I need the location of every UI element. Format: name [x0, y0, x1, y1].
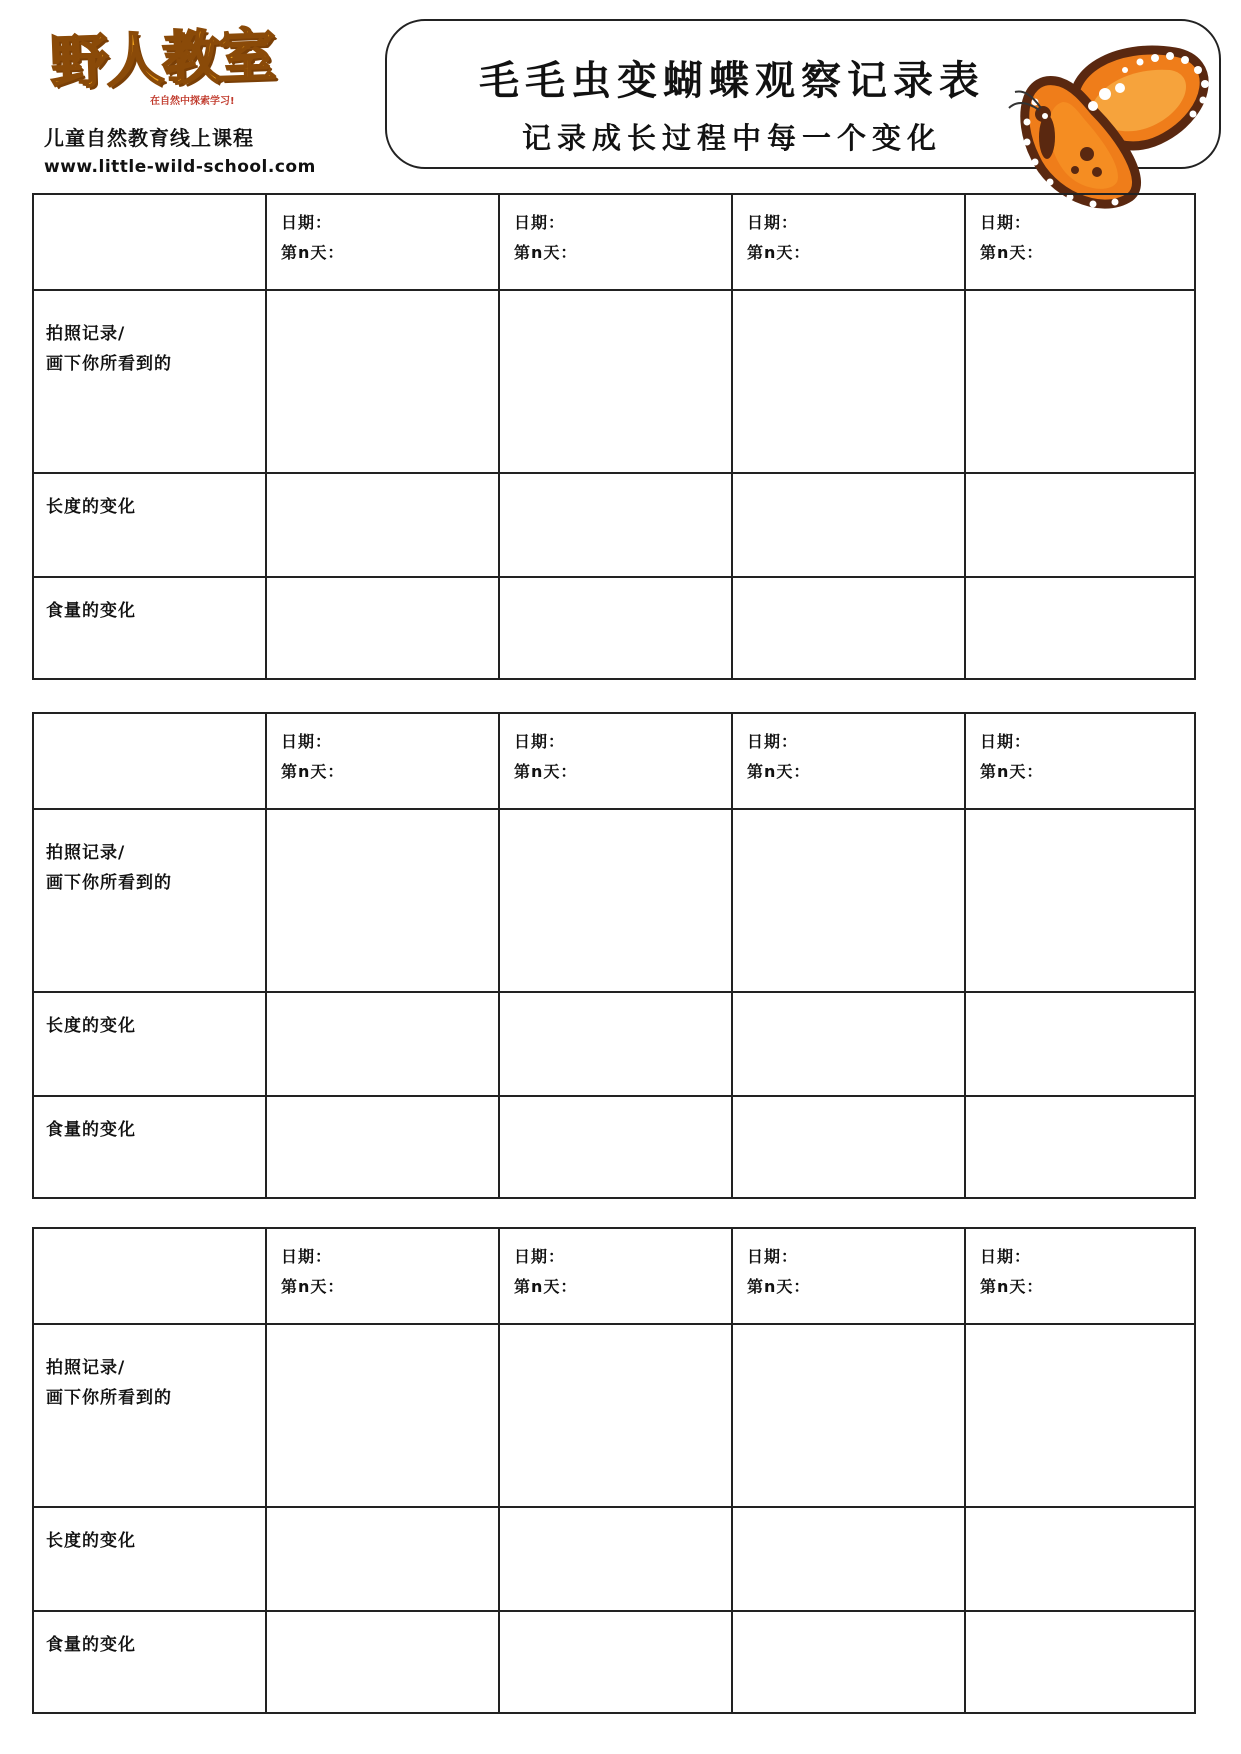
entry-cell-length[interactable]	[500, 474, 733, 578]
day-label: 第n天：	[747, 762, 811, 781]
row-label-food: 食量的变化	[46, 1120, 136, 1140]
brand-subtitle: 儿童自然教育线上课程	[44, 126, 254, 150]
date-label: 日期：	[980, 1247, 1032, 1266]
butterfly-icon	[1005, 42, 1220, 217]
entry-cell-photo[interactable]	[966, 291, 1194, 474]
entry-cell-length[interactable]	[733, 474, 966, 578]
entry-cell-food[interactable]	[267, 1097, 500, 1197]
date-header-cell	[966, 1229, 1194, 1325]
record-table	[32, 1227, 1196, 1714]
entry-cell-length[interactable]	[267, 1508, 500, 1612]
entry-cell-length[interactable]	[500, 1508, 733, 1612]
row-label-cell	[34, 1508, 267, 1612]
entry-cell-length[interactable]	[966, 993, 1194, 1097]
date-header-cell	[500, 195, 733, 291]
record-table	[32, 712, 1196, 1199]
row-label-cell	[34, 578, 267, 678]
row-label-photo: 拍照记录/	[46, 843, 126, 863]
day-label: 第n天：	[514, 1277, 578, 1296]
row-label-cell	[34, 1612, 267, 1712]
entry-cell-length[interactable]	[966, 474, 1194, 578]
date-header-cell	[733, 195, 966, 291]
date-header-cell	[966, 195, 1194, 291]
date-header-cell	[500, 1229, 733, 1325]
date-label: 日期：	[281, 1247, 333, 1266]
row-label-photo: 拍照记录/	[46, 324, 126, 344]
row-label-photo: 拍照记录/	[46, 1358, 126, 1378]
day-label: 第n天：	[980, 1277, 1044, 1296]
day-label: 第n天：	[980, 762, 1044, 781]
entry-cell-food[interactable]	[966, 1612, 1194, 1712]
entry-cell-food[interactable]	[500, 1612, 733, 1712]
day-label: 第n天：	[514, 762, 578, 781]
entry-cell-food[interactable]	[966, 578, 1194, 678]
day-label: 第n天：	[747, 243, 811, 262]
entry-cell-length[interactable]	[267, 474, 500, 578]
entry-cell-food[interactable]	[500, 578, 733, 678]
row-label-length: 长度的变化	[46, 1016, 136, 1036]
row-label-draw: 画下你所看到的	[46, 873, 172, 893]
date-header-cell	[966, 714, 1194, 810]
row-label-cell	[34, 1097, 267, 1197]
entry-cell-photo[interactable]	[733, 1325, 966, 1508]
date-label: 日期：	[514, 213, 566, 232]
entry-cell-photo[interactable]	[267, 1325, 500, 1508]
entry-cell-photo[interactable]	[267, 291, 500, 474]
date-label: 日期：	[980, 213, 1032, 232]
entry-cell-food[interactable]	[733, 1612, 966, 1712]
row-label-food: 食量的变化	[46, 601, 136, 621]
entry-cell-length[interactable]	[733, 1508, 966, 1612]
date-header-cell	[267, 195, 500, 291]
day-label: 第n天：	[747, 1277, 811, 1296]
date-label: 日期：	[281, 213, 333, 232]
date-label: 日期：	[281, 732, 333, 751]
row-label-cell	[34, 291, 267, 474]
row-label-length: 长度的变化	[46, 1531, 136, 1551]
page-subtitle: 记录成长过程中每一个变化	[521, 121, 942, 155]
date-label: 日期：	[514, 732, 566, 751]
date-header-cell	[267, 1229, 500, 1325]
day-label: 第n天：	[514, 243, 578, 262]
day-label: 第n天：	[281, 243, 345, 262]
entry-cell-food[interactable]	[500, 1097, 733, 1197]
record-table	[32, 193, 1196, 680]
entry-cell-photo[interactable]	[966, 1325, 1194, 1508]
corner-cell	[34, 195, 267, 291]
day-label: 第n天：	[980, 243, 1044, 262]
date-header-cell	[733, 714, 966, 810]
entry-cell-length[interactable]	[966, 1508, 1194, 1612]
date-header-cell	[500, 714, 733, 810]
entry-cell-photo[interactable]	[500, 1325, 733, 1508]
date-label: 日期：	[747, 213, 799, 232]
corner-cell	[34, 714, 267, 810]
entry-cell-food[interactable]	[966, 1097, 1194, 1197]
row-label-draw: 画下你所看到的	[46, 1388, 172, 1408]
entry-cell-photo[interactable]	[500, 810, 733, 993]
page-title: 毛毛虫变蝴蝶观察记录表	[479, 58, 985, 104]
entry-cell-photo[interactable]	[733, 291, 966, 474]
brand-url: www.little-wild-school.com	[44, 157, 316, 177]
row-label-cell	[34, 474, 267, 578]
row-label-length: 长度的变化	[46, 497, 136, 517]
entry-cell-photo[interactable]	[733, 810, 966, 993]
corner-cell	[34, 1229, 267, 1325]
row-label-draw: 画下你所看到的	[46, 354, 172, 374]
date-header-cell	[267, 714, 500, 810]
brand-logo	[40, 12, 340, 177]
entry-cell-photo[interactable]	[500, 291, 733, 474]
entry-cell-food[interactable]	[733, 1097, 966, 1197]
day-label: 第n天：	[281, 762, 345, 781]
day-label: 第n天：	[281, 1277, 345, 1296]
date-label: 日期：	[980, 732, 1032, 751]
entry-cell-length[interactable]	[267, 993, 500, 1097]
entry-cell-food[interactable]	[733, 578, 966, 678]
entry-cell-photo[interactable]	[966, 810, 1194, 993]
entry-cell-food[interactable]	[267, 578, 500, 678]
date-label: 日期：	[747, 732, 799, 751]
row-label-food: 食量的变化	[46, 1635, 136, 1655]
row-label-cell	[34, 1325, 267, 1508]
brand-tagline: 在自然中探索学习!	[150, 96, 235, 107]
brand-name: 野人教室	[49, 21, 276, 97]
entry-cell-food[interactable]	[267, 1612, 500, 1712]
row-label-cell	[34, 993, 267, 1097]
date-label: 日期：	[747, 1247, 799, 1266]
date-header-cell	[733, 1229, 966, 1325]
row-label-cell	[34, 810, 267, 993]
date-label: 日期：	[514, 1247, 566, 1266]
entry-cell-length[interactable]	[733, 993, 966, 1097]
entry-cell-photo[interactable]	[267, 810, 500, 993]
entry-cell-length[interactable]	[500, 993, 733, 1097]
